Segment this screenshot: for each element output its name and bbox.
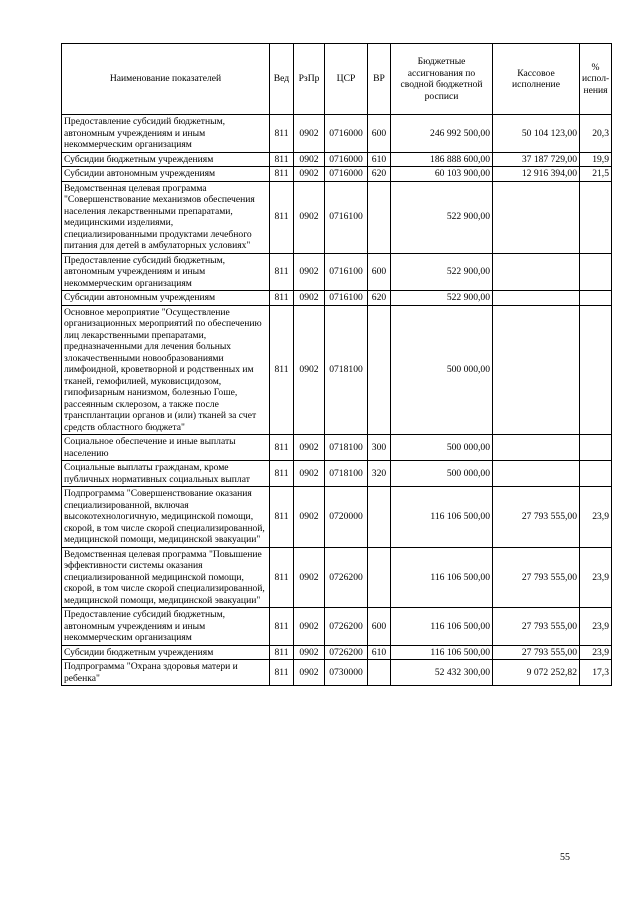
cell-ved: 811 [270, 645, 294, 660]
cell-name: Ведомственная целевая программа "Повышение эффективности системы оказания специализированной медицинской помощи, скорой, в том числе скорой специализированной, медицинской помощи, медицинской эвакуации" [62, 547, 270, 608]
cell-vr: 610 [368, 152, 391, 167]
table-row [62, 487, 612, 548]
cell-vr [368, 305, 391, 435]
cell-pct [580, 291, 612, 306]
cell-cash [493, 461, 580, 487]
cell-ved: 811 [270, 291, 294, 306]
cell-rzpr: 0902 [294, 461, 325, 487]
table-row [62, 645, 612, 660]
cell-vr: 320 [368, 461, 391, 487]
cell-rzpr: 0902 [294, 547, 325, 608]
table-row [62, 608, 612, 646]
cell-name: Предоставление субсидий бюджетным, автономным учреждениям и иным некоммерческим организациям [62, 253, 270, 291]
header-vr: ВР [368, 44, 391, 115]
table-row [62, 660, 612, 686]
cell-pct: 23,9 [580, 645, 612, 660]
cell-budget: 522 900,00 [391, 253, 493, 291]
cell-csr: 0718100 [325, 305, 368, 435]
cell-ved: 811 [270, 305, 294, 435]
cell-name: Предоставление субсидий бюджетным, автономным учреждениям и иным некоммерческим организациям [62, 115, 270, 153]
cell-ved: 811 [270, 181, 294, 253]
header-cash: Кассовое исполнение [493, 44, 580, 115]
cell-budget: 522 900,00 [391, 181, 493, 253]
cell-name: Социальные выплаты гражданам, кроме публичных нормативных социальных выплат [62, 461, 270, 487]
cell-ved: 811 [270, 487, 294, 548]
cell-rzpr: 0902 [294, 487, 325, 548]
table-row [62, 305, 612, 435]
cell-rzpr: 0902 [294, 181, 325, 253]
cell-pct: 23,9 [580, 608, 612, 646]
cell-budget: 500 000,00 [391, 435, 493, 461]
cell-budget: 116 106 500,00 [391, 608, 493, 646]
cell-rzpr: 0902 [294, 660, 325, 686]
cell-budget: 52 432 300,00 [391, 660, 493, 686]
cell-name: Субсидии автономным учреждениям [62, 167, 270, 182]
cell-vr: 610 [368, 645, 391, 660]
table-row [62, 253, 612, 291]
cell-pct [580, 181, 612, 253]
cell-name: Предоставление субсидий бюджетным, автономным учреждениям и иным некоммерческим организациям [62, 608, 270, 646]
cell-csr: 0726200 [325, 547, 368, 608]
cell-ved: 811 [270, 115, 294, 153]
cell-ved: 811 [270, 547, 294, 608]
cell-name: Подпрограмма "Охрана здоровья матери и ребенка" [62, 660, 270, 686]
table-row [62, 181, 612, 253]
cell-csr: 0726200 [325, 645, 368, 660]
cell-cash: 12 916 394,00 [493, 167, 580, 182]
cell-pct [580, 253, 612, 291]
cell-pct: 17,3 [580, 660, 612, 686]
cell-cash [493, 435, 580, 461]
cell-rzpr: 0902 [294, 167, 325, 182]
cell-budget: 500 000,00 [391, 305, 493, 435]
cell-budget: 60 103 900,00 [391, 167, 493, 182]
table-row [62, 167, 612, 182]
cell-csr: 0716100 [325, 253, 368, 291]
cell-pct: 21,5 [580, 167, 612, 182]
cell-vr: 600 [368, 608, 391, 646]
cell-rzpr: 0902 [294, 305, 325, 435]
cell-vr [368, 547, 391, 608]
header-ved: Вед [270, 44, 294, 115]
page-number: 55 [560, 852, 570, 863]
table-row [62, 115, 612, 153]
cell-csr: 0726200 [325, 608, 368, 646]
budget-table [61, 43, 612, 686]
table-header-row [62, 44, 612, 115]
cell-name: Субсидии автономным учреждениям [62, 291, 270, 306]
cell-rzpr: 0902 [294, 608, 325, 646]
cell-csr: 0716100 [325, 181, 368, 253]
cell-vr: 620 [368, 291, 391, 306]
cell-csr: 0716000 [325, 152, 368, 167]
cell-name: Ведомственная целевая программа "Совершенствование механизмов обеспечения населения лекарственными препаратами, медицинскими изделиями, специализированными продуктами лечебного питания для детей в амбулаторных условиях" [62, 181, 270, 253]
cell-rzpr: 0902 [294, 152, 325, 167]
header-name: Наименование показателей [62, 44, 270, 115]
header-csr: ЦСР [325, 44, 368, 115]
cell-csr: 0718100 [325, 435, 368, 461]
cell-cash: 27 793 555,00 [493, 608, 580, 646]
cell-csr: 0730000 [325, 660, 368, 686]
cell-cash: 27 793 555,00 [493, 547, 580, 608]
cell-csr: 0718100 [325, 461, 368, 487]
cell-cash [493, 181, 580, 253]
cell-ved: 811 [270, 167, 294, 182]
cell-ved: 811 [270, 253, 294, 291]
cell-csr: 0716000 [325, 167, 368, 182]
cell-cash: 27 793 555,00 [493, 487, 580, 548]
cell-cash: 27 793 555,00 [493, 645, 580, 660]
cell-pct: 20,3 [580, 115, 612, 153]
cell-name: Основное мероприятие "Осуществление организационных мероприятий по обеспечению лиц лекарственными препаратами, предназначенными для лечения больных злокачественными новообразованиями лимфоидной, кроветворной и родственных им тканей, гемофилией, муковисцидозом, гипофизарным нанизмом, болезнью Гоше, рассеянным склерозом, а также после трансплантации органов и (или) тканей за счет средств областного бюджета" [62, 305, 270, 435]
cell-budget: 116 106 500,00 [391, 547, 493, 608]
cell-pct: 19,9 [580, 152, 612, 167]
cell-name: Субсидии бюджетным учреждениям [62, 645, 270, 660]
cell-cash: 9 072 252,82 [493, 660, 580, 686]
cell-vr [368, 660, 391, 686]
cell-vr: 620 [368, 167, 391, 182]
cell-vr [368, 487, 391, 548]
cell-rzpr: 0902 [294, 291, 325, 306]
cell-pct [580, 305, 612, 435]
cell-rzpr: 0902 [294, 253, 325, 291]
cell-name: Подпрограмма "Совершенствование оказания специализированной, включая высокотехнологичную, медицинской помощи, скорой, в том числе скорой специализированной, медицинской помощи, медицинской эвакуации" [62, 487, 270, 548]
cell-vr: 300 [368, 435, 391, 461]
cell-rzpr: 0902 [294, 645, 325, 660]
cell-name: Социальное обеспечение и иные выплаты населению [62, 435, 270, 461]
cell-ved: 811 [270, 660, 294, 686]
cell-vr: 600 [368, 253, 391, 291]
cell-vr: 600 [368, 115, 391, 153]
cell-cash [493, 253, 580, 291]
cell-budget: 500 000,00 [391, 461, 493, 487]
table-row [62, 152, 612, 167]
cell-csr: 0720000 [325, 487, 368, 548]
table-row [62, 547, 612, 608]
cell-cash [493, 305, 580, 435]
cell-cash: 50 104 123,00 [493, 115, 580, 153]
cell-csr: 0716100 [325, 291, 368, 306]
cell-budget: 116 106 500,00 [391, 487, 493, 548]
cell-ved: 811 [270, 435, 294, 461]
cell-cash [493, 291, 580, 306]
header-pct: % испол-нения [580, 44, 612, 115]
cell-pct [580, 461, 612, 487]
cell-pct: 23,9 [580, 487, 612, 548]
cell-budget: 186 888 600,00 [391, 152, 493, 167]
cell-rzpr: 0902 [294, 115, 325, 153]
cell-cash: 37 187 729,00 [493, 152, 580, 167]
cell-name: Субсидии бюджетным учреждениям [62, 152, 270, 167]
cell-pct [580, 435, 612, 461]
cell-budget: 522 900,00 [391, 291, 493, 306]
cell-budget: 116 106 500,00 [391, 645, 493, 660]
cell-budget: 246 992 500,00 [391, 115, 493, 153]
header-budget: Бюджетные ассигнования по сводной бюджетной росписи [391, 44, 493, 115]
cell-rzpr: 0902 [294, 435, 325, 461]
table-row [62, 461, 612, 487]
table-row [62, 435, 612, 461]
cell-ved: 811 [270, 152, 294, 167]
cell-ved: 811 [270, 608, 294, 646]
table-row [62, 291, 612, 306]
cell-vr [368, 181, 391, 253]
header-rzpr: РзПр [294, 44, 325, 115]
cell-ved: 811 [270, 461, 294, 487]
cell-csr: 0716000 [325, 115, 368, 153]
cell-pct: 23,9 [580, 547, 612, 608]
